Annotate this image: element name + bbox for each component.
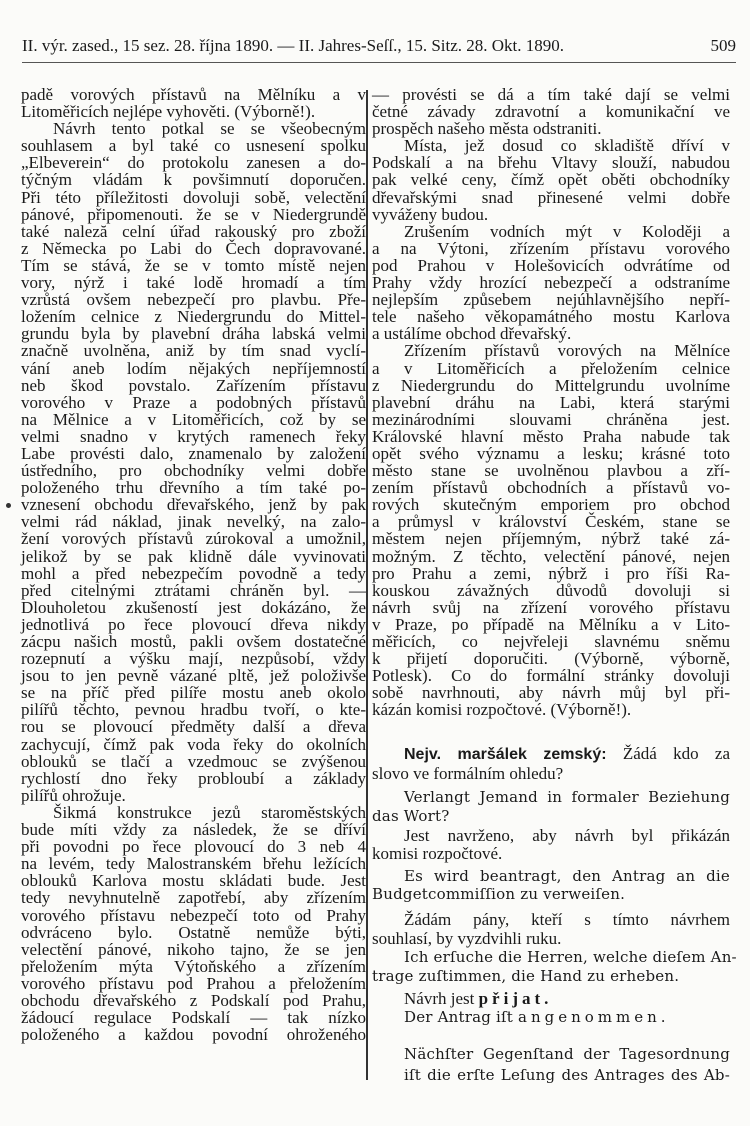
result-word-de: angenommen. [518, 1008, 670, 1026]
text-line: k přijetí doporučiti. (Výborně, výborně, [372, 649, 730, 669]
text-line: Jest navrženo, aby návrh byl přikázán [404, 826, 730, 845]
text-line: Zřízením přístavů vorových na Mělníce [404, 341, 730, 361]
text-line: a ustálíme obchod dřevařský. [372, 324, 572, 344]
text-line: na levém, tedy Malostranském břehu ležících [21, 854, 366, 874]
vote-call [372, 910, 730, 948]
text-line: návrh svůj na zřízení vorového přístavu [372, 597, 730, 617]
text-line: prospěch našeho města odstraniti. [372, 119, 602, 139]
text-line: jsou to jen pevně vázané pltě, jež položivše [21, 666, 366, 686]
text-line: komisi rozpočtové. [372, 844, 503, 863]
text-line: Tím se stává, že se v tomto místě nejen [21, 255, 366, 275]
text-line: Labe provésti dalo, znamenalo by založení [21, 443, 366, 463]
header-rule [22, 62, 736, 63]
text-line: Při této příležitosti dovoluji sobě, velectění [21, 187, 366, 207]
text-line: Dlouholetou zkušeností jest dokázáno, že [21, 597, 366, 617]
text-line: kouskou závažných důvodů dovoluji si [372, 580, 730, 600]
text-line: rychlostí dno řeky probloubí a základy [21, 768, 366, 788]
next-agenda-item [372, 1044, 730, 1086]
text-line: možným. Z těchto, velectění pánové, nejen [372, 546, 730, 566]
text-line: vyváženy budou. [372, 204, 489, 224]
paragraph [372, 86, 730, 137]
text-line: Litoměřicích nejlépe vyhověti. (Výborně!). [21, 102, 316, 122]
text-line: Královské hlavní město Praha nabude tak [372, 426, 730, 446]
text-line: také naleză celní úřad rakouský pro zboží [21, 221, 366, 241]
text-line: „Elbeverein“ do protokolu zanesen a do- [21, 153, 366, 173]
speaker-block [372, 744, 730, 783]
text-line: — provésti se dá a tím také dají se velmi [372, 85, 730, 104]
text-line: odvráceno bylo. Ostatně nemůže býti, [21, 922, 366, 942]
text-line: Návrh jest [404, 989, 475, 1008]
text-line: značně uvolněna, aniž by tím snad vyclí- [21, 341, 366, 361]
paragraph [372, 137, 730, 222]
text-line: z Niedergrundu do Mittelgrundu uvolníme [372, 375, 730, 395]
text-line: žádoucí regulace Podskalí — tak nízko [21, 1008, 366, 1028]
text-line: vání aneb lodím nějakých nepříjemností [21, 358, 366, 378]
text-line: Potlesk). Co do formální stránky dovoluji [372, 666, 730, 686]
text-line: žení vorových přístavů zúrokoval a umožnil, [21, 529, 366, 549]
text-line: nejlepším způsebem nejúhlavnějšího nepří- [372, 290, 730, 310]
text-line: kázán komisi rozpočtové. (Výborně!). [372, 700, 632, 720]
text-line: mohl a před nebezpečím povodně a tedy [21, 563, 366, 583]
text-line: Podskalí a na břehu Vltavy slouží, nabudou [372, 153, 730, 173]
vote-result [372, 990, 730, 1026]
text-line: tele našeho věkopamátného mostu Karlova [372, 307, 730, 327]
paragraph [21, 86, 366, 120]
paragraph [21, 120, 366, 804]
text-line: rových skutečným emporiem pro obchod [372, 495, 730, 515]
text-line: pilířů ohrožuje. [21, 785, 126, 805]
text-line: grundu byla by plavební dráha labská velmi [21, 324, 366, 344]
text-line: Es wird beantragt, den Antrag an die [404, 867, 730, 885]
text-line: iſt die erſte Leſung des Antrages des Ab- [404, 1066, 730, 1084]
text-line: jednotlivá po řece plovoucí dřeva nikdy [21, 614, 366, 634]
text-line: pánové, připomenouti. že se v Niedergrundě [21, 204, 366, 224]
left-column [21, 86, 366, 1043]
text-line: vorového v Praze a podobných přístavů [21, 392, 366, 412]
page-number: 509 [710, 36, 736, 55]
speaker-text: Žádá kdo za [622, 744, 731, 763]
text-line: Budgetcommiſſion zu verweiſen. [372, 885, 626, 903]
german-question [372, 788, 730, 826]
text-line: město stane se uvolněnou plavbou a zří- [372, 461, 730, 481]
text-line: zachycují, čímž pak voda řeky do okolních [21, 734, 366, 754]
paragraph [372, 223, 730, 343]
running-title: II. výr. zased., 15 sez. 28. října 1890. — II. Jahres-Seſſ., 15. Sitz. 28. Okt. 1890. [22, 36, 565, 55]
german-proposal [372, 867, 730, 903]
text-line: pod Prahou v Holešovicích odvrátíme od [372, 255, 730, 275]
right-column [372, 86, 730, 718]
text-line: pilířů těchto, pevnou hradbu tvoří, o kte- [21, 700, 366, 720]
result-word: přijat. [478, 989, 553, 1008]
text-line: trage zuſtimmen, die Hand zu erheben. [372, 967, 680, 985]
text-line: zením přístavů obchodních a přístavů vo- [372, 478, 730, 498]
text-line: přeložením mýta Výtoňského a zřízením [21, 956, 366, 976]
text-line: vorového přístavu pod Prahou a přeložením [21, 973, 366, 993]
text-line: Ich erſuche die Herren, welche dieſem An- [404, 948, 737, 966]
text-line: a průmysl v království Českém, stane se [372, 512, 730, 532]
text-line: ložením celnice z Niedergrundu do Mittel- [21, 307, 366, 327]
text-line: tedy nevyhnutelně zapotřebí, aby zřízením [21, 888, 366, 908]
text-line: z Německa po Labi do Čech dopravované. [21, 238, 366, 258]
margin-mark [6, 503, 11, 508]
text-line: rozepnutí a výšku mají, nezpůsobí, vždy [21, 649, 366, 669]
text-line: sobě navrhnouti, aby návrh můj byl při- [372, 683, 730, 703]
text-line: Zrušením vodních mýt v Koloději a [404, 221, 730, 241]
text-line: četné závady zdravotní a komunikační ve [372, 102, 730, 122]
text-line: Prahy vždy hrozící nebezpečí a odstraníme [372, 273, 730, 293]
text-line: Šikmá konstrukce jezů staroměstských [53, 802, 366, 822]
text-line: se na příč před pilíře mostu aneb okolo [21, 683, 366, 703]
text-line: padě vorových přístavů na Mělníku a v [21, 85, 366, 104]
speaker-name: Nejv. maršálek zemský: [404, 746, 607, 763]
text-line: vzrůstá ovšem nebezpečí pro plavbu. Pře- [21, 290, 366, 310]
text-line: Nächſter Gegenſtand der Tagesordnung [404, 1045, 730, 1063]
text-line: městem nejen příjemným, nýbrž také zá- [372, 529, 730, 549]
text-line: vorového přístavu nebezpečí toto od Prahy [21, 905, 366, 925]
text-line: vory, nýrž i také lodě hromadí a tím [21, 273, 366, 293]
text-line: vznesení obchodu dřevařského, jenž by pak [21, 495, 366, 515]
paragraph [372, 342, 730, 718]
text-line: velmi snadno v krytých ramenech řeky [21, 426, 366, 446]
text-line: mezinárodními slouvami chráněna jest. [372, 409, 730, 429]
text-line: položeného trhu dřevního a tím také po- [21, 478, 366, 498]
text-line: na Mělnice a v Litoměřicích, což by se [21, 409, 366, 429]
text-line: a na Výtoni, zřízením přístavu vorového [372, 238, 730, 258]
text-line: plavební dráhu na Labi, která starými [372, 392, 730, 412]
text-line: dřevařskými snad přinesené velmi dobře [372, 187, 730, 207]
text-line: pak velké ceny, čímž opět oběti obchodníky [372, 170, 730, 190]
text-line: velectění pánové, nikoho tajno, že se jen [21, 939, 366, 959]
text-line: Místa, jež dosud co skladiště dříví v [404, 136, 730, 156]
speaker-text-cont: slovo ve formálním ohledu? [372, 764, 564, 783]
text-line: Návrh tento potkal se se všeobecným [53, 119, 366, 139]
german-vote-call [372, 948, 737, 986]
text-line: měřicích, co nejvřeleji slavnému sněmu [372, 632, 730, 651]
text-line: pro Prahu a zemi, nýbrž i pro říši Ra- [372, 563, 730, 583]
column-divider [366, 90, 368, 1080]
text-line: neb škod povstalo. Zařízením přístavu [21, 375, 366, 395]
text-line: oblouků se tlačí a vzedmouc se zvýšenou [21, 751, 366, 771]
text-line: Žádám pány, kteří s tímto návrhem [404, 910, 730, 929]
text-line: rou se plovoucí předměty další a dřeva [21, 717, 366, 737]
text-line: bude míti vždy za následek, že se dříví [21, 820, 366, 840]
text-line: před citelnými ztrátami chráněn byl. — [21, 580, 366, 600]
page-header [22, 36, 736, 56]
paragraph [21, 804, 366, 1043]
text-line: v Praze, po případě na Mělníku a v Lito- [372, 614, 730, 634]
text-line: souhlasí, by vyzdvihli ruku. [372, 929, 562, 948]
text-line: položeného a každou povodní ohroženého [21, 1025, 366, 1045]
text-line: zácpu našich mostů, pakli ovšem dostatečné [21, 632, 366, 651]
text-line: opět svého významu a lesku; krásné toto [372, 443, 730, 463]
proposal [372, 827, 730, 863]
text-line: oblouků Karlova mostu skládati bude. Jest [21, 871, 366, 891]
text-line: das Wort? [372, 807, 450, 825]
text-line: Verlangt Jemand in formaler Beziehung [404, 788, 730, 806]
text-line: Der Antrag iſt [404, 1008, 514, 1026]
text-line: velmi rád náklad, jinak nevelký, na zalo- [21, 512, 366, 532]
text-line: při povodni po řece plovoucí do 3 neb 4 [21, 837, 366, 857]
text-line: souhlasem a byl také co usnesení spolku [21, 136, 366, 156]
text-line: jelikož by se pak klidně dále vyvinovati [21, 546, 366, 566]
text-line: ústředního, pro obchodníky velmi dobře [21, 461, 366, 481]
text-line: a v Litoměřicích a přeložením celnice [372, 358, 730, 378]
text-line: týčným vládám k povšimnutí doporučen. [21, 170, 366, 190]
text-line: obchodu dřevařského z Podskalí pod Prahu, [21, 990, 366, 1010]
